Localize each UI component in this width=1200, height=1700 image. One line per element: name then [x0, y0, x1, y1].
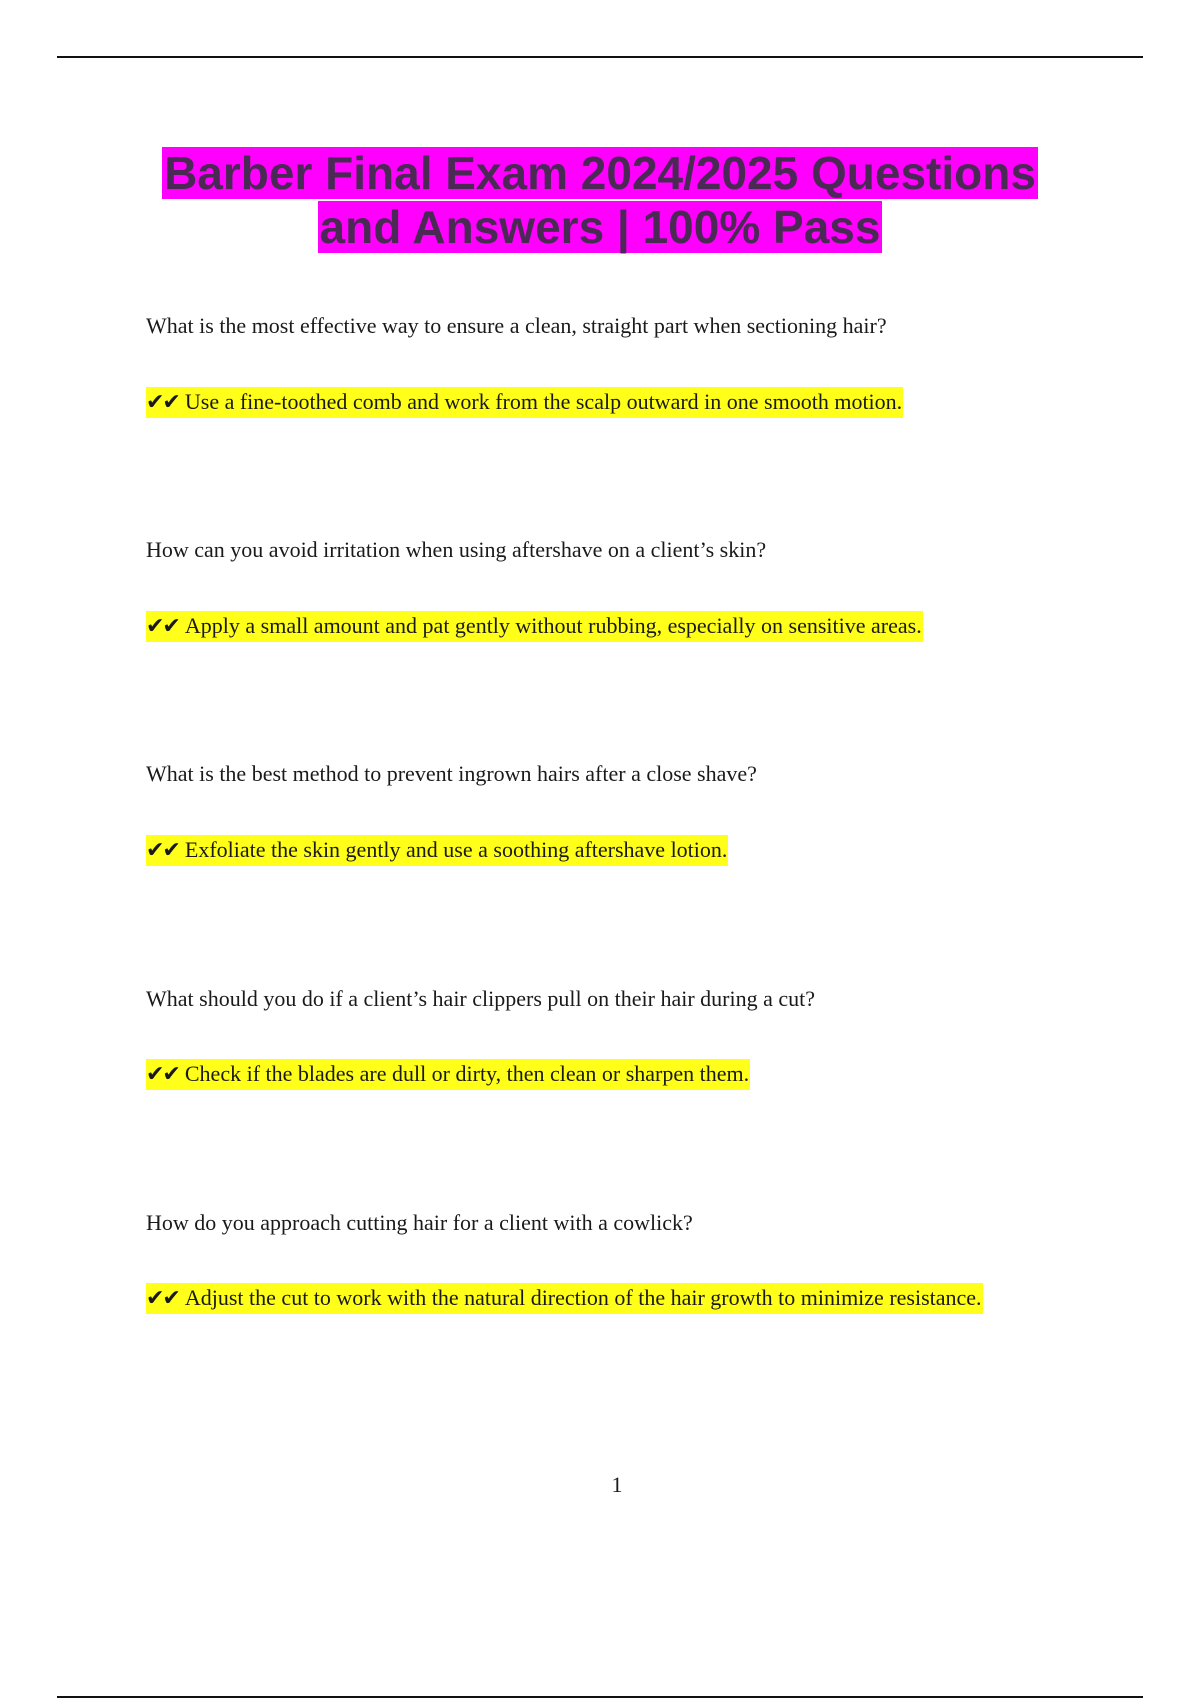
- answer-3-text: Exfoliate the skin gently and use a soothing aftershave lotion.: [184, 837, 728, 862]
- question-5: How do you approach cutting hair for a client with a cowlick?: [146, 1210, 693, 1235]
- double-check-icon: ✔✔: [146, 1286, 179, 1311]
- answer-2-text: Apply a small amount and pat gently without rubbing, especially on sensitive areas.: [184, 613, 922, 638]
- top-rule: [57, 56, 1143, 58]
- answer-4: [146, 1059, 750, 1090]
- double-check-icon: ✔✔: [146, 390, 179, 415]
- document-title: [100, 146, 1100, 254]
- answer-5-text: Adjust the cut to work with the natural direction of the hair growth to minimize resistance.: [184, 1285, 982, 1310]
- double-check-icon: ✔✔: [146, 1062, 179, 1087]
- question-3: What is the best method to prevent ingrown hairs after a close shave?: [146, 761, 757, 786]
- title-line-1: Barber Final Exam 2024/2025 Questions: [164, 147, 1036, 199]
- bottom-rule: [57, 1696, 1143, 1698]
- double-check-icon: ✔✔: [146, 614, 179, 639]
- answer-3: [146, 835, 728, 866]
- answer-5: [146, 1283, 983, 1314]
- double-check-icon: ✔✔: [146, 838, 179, 863]
- page-number: 1: [611, 1472, 623, 1497]
- answer-2: [146, 611, 923, 642]
- answer-1: [146, 387, 903, 418]
- answer-4-text: Check if the blades are dull or dirty, then clean or sharpen them.: [184, 1061, 750, 1086]
- question-2: How can you avoid irritation when using aftershave on a client’s skin?: [146, 537, 767, 562]
- question-4: What should you do if a client’s hair clippers pull on their hair during a cut?: [146, 986, 815, 1011]
- question-1: What is the most effective way to ensure a clean, straight part when sectioning hair?: [146, 313, 887, 338]
- answer-1-text: Use a fine-toothed comb and work from the scalp outward in one smooth motion.: [184, 389, 903, 414]
- title-line-2: and Answers | 100% Pass: [319, 201, 881, 253]
